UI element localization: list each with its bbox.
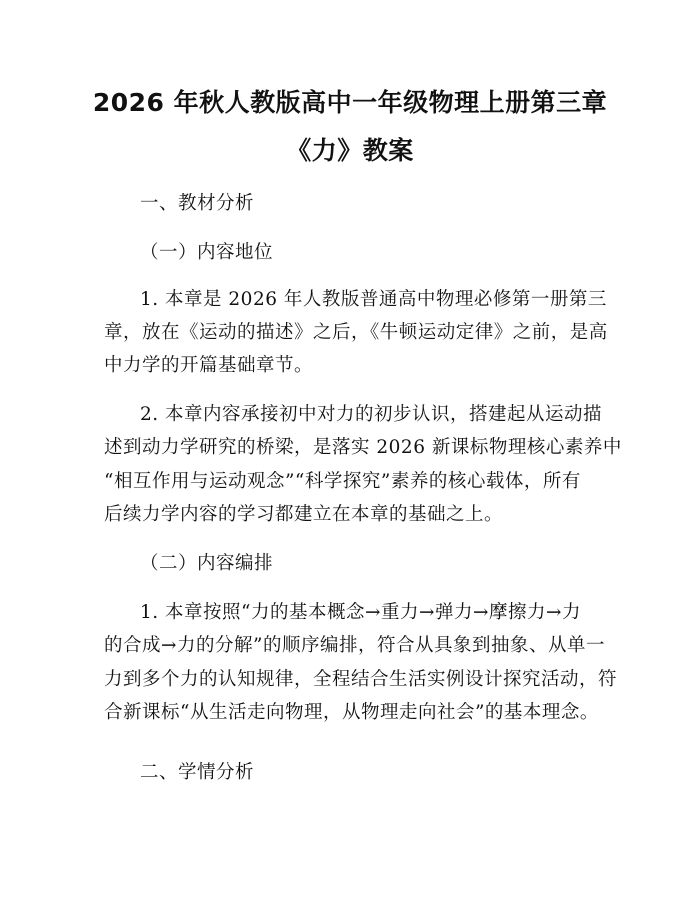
document-title-line-1: 2026 年秋人教版高中一年级物理上册第三章 [92, 88, 608, 117]
paragraph-line: “相互作用与运动观念”“科学探究”素养的核心载体，所有 [104, 471, 581, 492]
section-heading-learner-analysis: 二、学情分析 [140, 762, 255, 783]
paragraph-line: 1. 本章是 2026 年人教版普通高中物理必修第一册第三 [140, 289, 607, 310]
paragraph-line: 后续力学内容的学习都建立在本章的基础之上。 [104, 504, 504, 525]
paragraph-line: 章，放在《运动的描述》之后，《牛顿运动定律》之前，是高 [104, 322, 608, 343]
paragraph-line: 1. 本章按照“力的基本概念→重力→弹力→摩擦力→力 [140, 602, 581, 623]
section-heading-textbook-analysis: 一、教材分析 [140, 193, 255, 214]
subsection-heading-content-arrangement: （二）内容编排 [140, 553, 274, 574]
paragraph-line: 的合成→力的分解”的顺序编排，符合从具象到抽象、从单一 [104, 635, 605, 656]
subsection-heading-content-position: （一）内容地位 [140, 242, 274, 263]
paragraph-line: 力到多个力的认知规律，全程结合生活实例设计探究活动，符 [104, 669, 618, 690]
document-title-line-2: 《力》教案 [286, 136, 414, 165]
paragraph-line: 述到动力学研究的桥梁，是落实 2026 新课标物理核心素养中 [104, 437, 622, 458]
paragraph-line: 合新课标“从生活走向物理，从物理走向社会”的基本理念。 [104, 702, 599, 723]
paragraph-line: 2. 本章内容承接初中对力的初步认识，搭建起从运动描 [140, 404, 603, 425]
paragraph-line: 中力学的开篇基础章节。 [104, 355, 314, 376]
